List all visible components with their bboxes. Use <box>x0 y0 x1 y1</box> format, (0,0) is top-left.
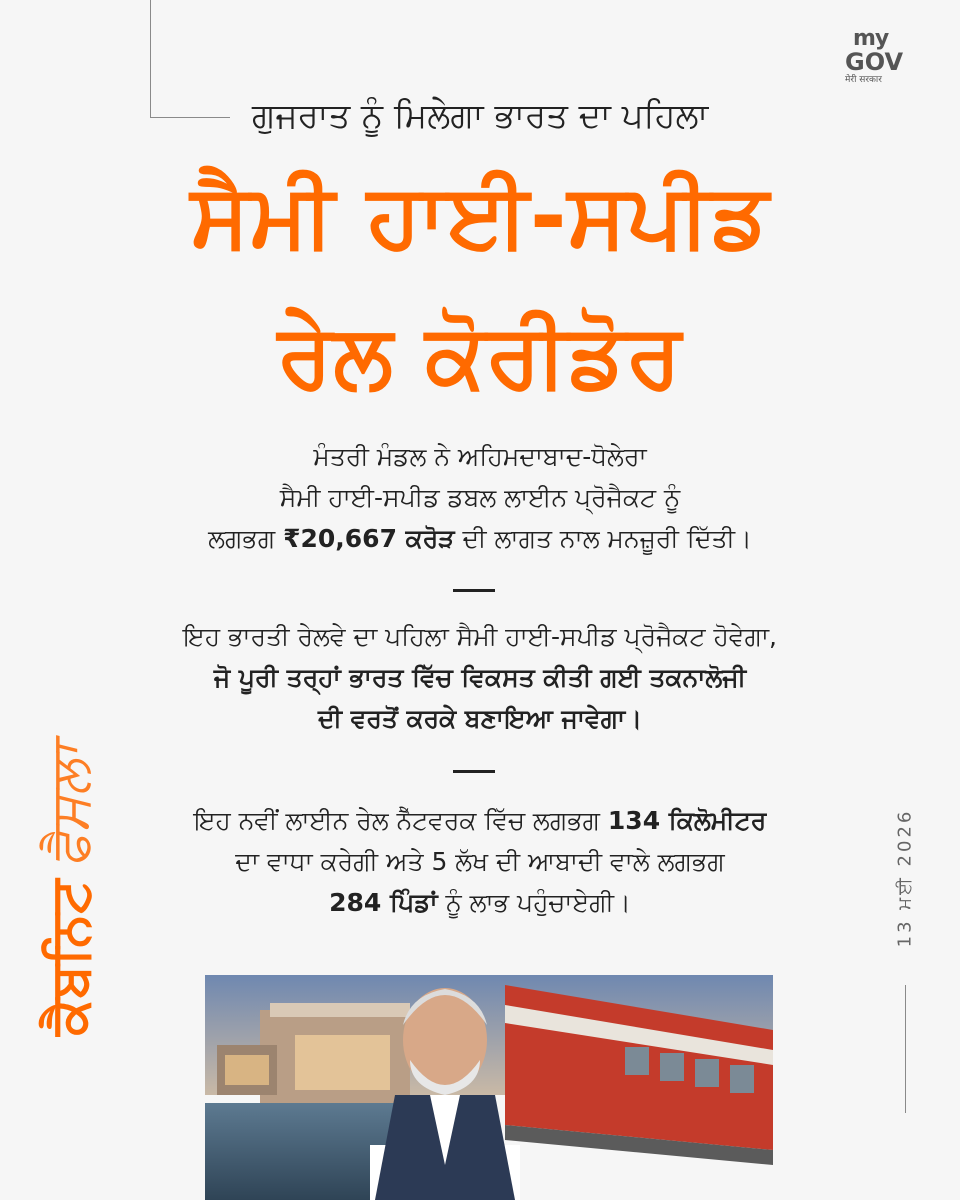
project-photo <box>205 975 773 1200</box>
paragraph-benefits <box>100 800 860 923</box>
divider-1 <box>453 589 495 592</box>
brand-word-decision: ਫੈਸਲਾ <box>38 744 101 868</box>
headline-line-1: ਸੈਮੀ ਹਾਈ-ਸਪੀਡ <box>190 164 770 267</box>
logo-gov: GOV <box>845 48 904 76</box>
date-line <box>905 985 906 1113</box>
villages-count: 284 ਪਿੰਡਾਂ <box>329 888 438 917</box>
para3-line1-a: ਇਹ ਨਵੀਂ ਲਾਈਨ ਰੇਲ ਨੈੱਟਵਰਕ ਵਿੱਚ ਲਗਭਗ <box>193 806 608 835</box>
para3-line3 <box>100 882 860 923</box>
para2-line1: ਇਹ ਭਾਰਤੀ ਰੇਲਵੇ ਦਾ ਪਹਿਲਾ ਸੈਮੀ ਹਾਈ-ਸਪੀਡ ਪ੍ਰੋਜੈਕਟ ਹੋਵੇਗਾ, <box>183 622 777 651</box>
para2-line2 <box>100 657 860 698</box>
para2-line3: ਦੀ ਵਰਤੋਂ ਕਰਕੇ ਬਣਾਇਆ ਜਾਵੇਗਾ। <box>317 704 643 733</box>
date-label: 13 ਮਈ 2026 <box>894 808 916 948</box>
divider-2 <box>453 770 495 773</box>
mygov-logo <box>845 28 903 85</box>
para2-line2-b: ਪੂਰੀ ਤਰ੍ਹਾਂ ਭਾਰਤ ਵਿੱਚ ਵਿਕਸਤ ਕੀਤੀ ਗਈ ਤਕਨਾਲੋਜੀ <box>238 663 747 692</box>
paragraph-approval <box>100 436 860 559</box>
kicker-text: ਗੁਜਰਾਤ ਨੂੰ ਮਿਲੇਗਾ ਭਾਰਤ ਦਾ ਪਹਿਲਾ <box>251 96 709 136</box>
para3-line2: ਦਾ ਵਾਧਾ ਕਰੇਗੀ ਅਤੇ 5 ਲੱਖ ਦੀ ਆਬਾਦੀ ਵਾਲੇ ਲਗਭਗ <box>235 847 725 876</box>
para2-line2-a: ਜੋ <box>213 663 239 692</box>
para1-line3-c: ਦੀ ਲਾਗਤ ਨਾਲ ਮਨਜ਼ੂਰੀ ਦਿੱਤੀ। <box>454 524 752 553</box>
brand-word-cabinet: ਕੈਬਨਿਟ <box>38 879 101 1036</box>
cost-amount: ₹20,667 ਕਰੋੜ <box>283 524 455 553</box>
para1-line3-a: ਲਗਭਗ <box>208 524 284 553</box>
para1-line3 <box>100 518 860 559</box>
photo-illustration <box>205 975 773 1200</box>
para3-line3-b: ਨੂੰ ਲਾਭ ਪਹੁੰਚਾਏਗੀ। <box>437 888 631 917</box>
headline-line-2: ਰੇਲ ਕੋਰੀਡੋਰ <box>277 304 683 407</box>
para1-line2: ਸੈਮੀ ਹਾਈ-ਸਪੀਡ ਡਬਲ ਲਾਈਨ ਪ੍ਰੋਜੈਕਟ ਨੂੰ <box>279 483 681 512</box>
para3-line1 <box>100 800 860 841</box>
distance-km: 134 ਕਿਲੋਮੀਟਰ <box>607 806 767 835</box>
paragraph-technology <box>100 616 860 739</box>
logo-tagline: मेरी सरकार <box>845 75 882 85</box>
logo-my: my <box>853 26 889 51</box>
cabinet-decision-brand <box>25 700 115 1080</box>
para1-line1: ਮੰਤਰੀ ਮੰਡਲ ਨੇ ਅਹਿਮਦਾਬਾਦ-ਧੋਲੇਰਾ <box>313 442 647 471</box>
